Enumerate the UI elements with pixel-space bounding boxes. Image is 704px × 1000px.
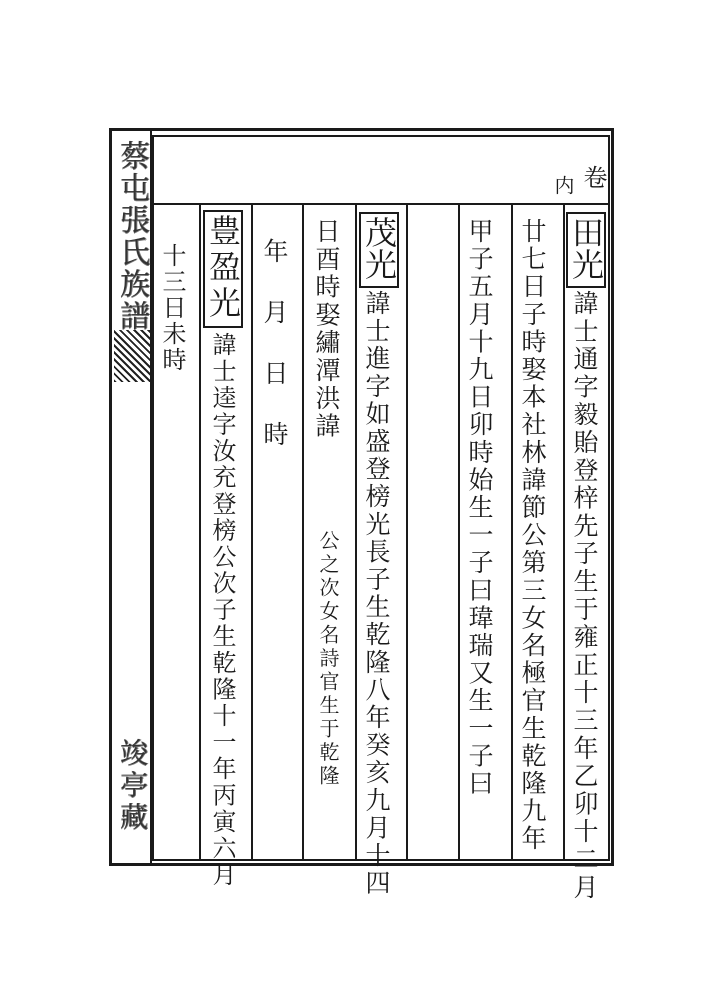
entry-text: 甲子五月十九日卯時始生一子曰瑋瑞又生一子曰 bbox=[465, 218, 494, 798]
entry-text: 十三日未時 bbox=[158, 243, 186, 373]
entry-name: 茂光 bbox=[360, 216, 398, 280]
entry-text: 諱士通字毅貽登梓先子生于雍正十三年乙卯十二月 bbox=[570, 290, 599, 902]
header-band bbox=[152, 135, 610, 205]
section-label: 内 bbox=[551, 175, 575, 195]
column-rule bbox=[355, 205, 357, 861]
entry-text: 年月日時 bbox=[260, 238, 289, 482]
entry-name: 豊盈光 bbox=[204, 214, 242, 322]
volume-label: 卷 bbox=[579, 165, 607, 189]
entry-name: 田光 bbox=[567, 216, 605, 280]
column-rule bbox=[406, 205, 408, 861]
column-rule bbox=[563, 205, 565, 861]
column-rule bbox=[458, 205, 460, 861]
column-rule bbox=[511, 205, 513, 861]
column-rule bbox=[199, 205, 201, 861]
column-rule bbox=[251, 205, 253, 861]
entry-text: 廿七日子時娶本社林諱節公第三女名極官生乾隆九年 bbox=[518, 218, 547, 853]
spine-footer: 竣亭藏 bbox=[116, 738, 149, 834]
spine-title: 蔡屯張氏族譜 bbox=[114, 140, 149, 332]
entry-text: 日酉時娶繡潭洪諱 bbox=[312, 218, 341, 441]
entry-text: 諱士進字如盛登榜光長子生乾隆八年癸亥九月十四 bbox=[362, 290, 391, 898]
entry-annotation: 公之次女名詩官生于乾隆 bbox=[316, 530, 340, 789]
column-rule bbox=[302, 205, 304, 861]
spine-fishtail-mark bbox=[114, 330, 150, 382]
entry-text: 諱士逵字汝充登榜公次子生乾隆十一年丙寅六月 bbox=[208, 332, 236, 889]
